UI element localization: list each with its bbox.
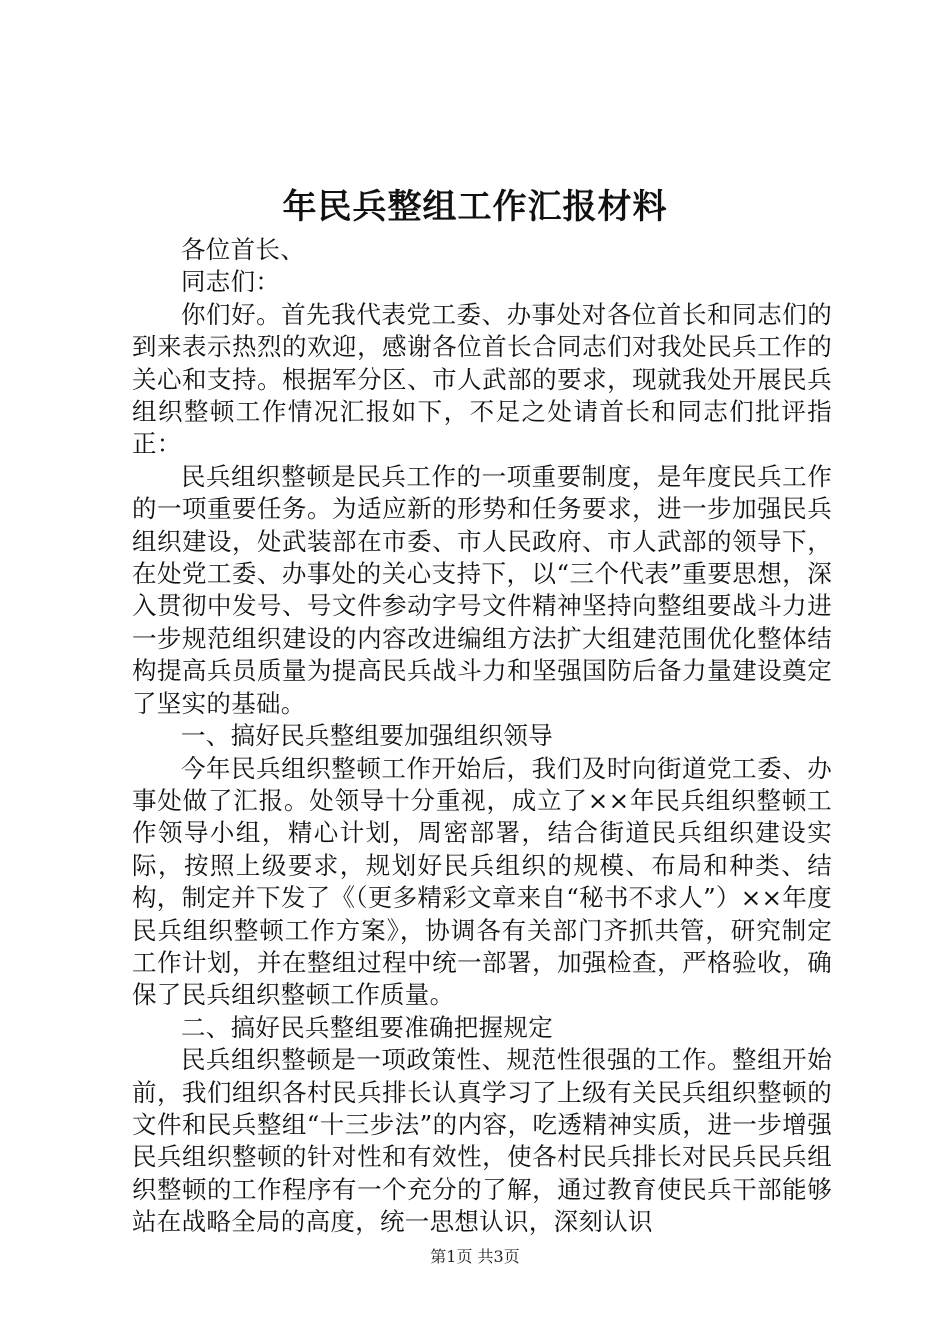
document-body bbox=[132, 234, 832, 1239]
salutation-line-1: 各位首长、 bbox=[181, 235, 305, 264]
paragraph-section-2: 民兵组织整顿是一项政策性、规范性很强的工作。整组开始前，我们组织各村民兵排长认真学习了上级有关民兵组织整顿的文件和民兵整组“十三步法”的内容，吃透精神实质，进一步增强民兵组织整顿的针对性和有效性，使各村民兵排长对民兵民兵组织整顿的工作程序有一个充分的了解，通过教育使民兵干部能够站在战略全局的高度，统一思想认识，深刻认识 bbox=[132, 1045, 832, 1237]
section-heading-1: 一、搞好民兵整组要加强组织领导 bbox=[181, 721, 553, 751]
paragraph-greeting: 你们好。首先我代表党工委、办事处对各位首长和同志们的到来表示热烈的欢迎，感谢各位首长合同志们对我处民兵工作的关心和支持。根据军分区、市人武部的要求，现就我处开展民兵组织整顿工作情况汇报如下，不足之处请首长和同志们批评指正： bbox=[132, 299, 832, 459]
page-footer: 第1页 共3页 bbox=[430, 1247, 520, 1266]
section-heading-2: 二、搞好民兵整组要准确把握规定 bbox=[181, 1012, 553, 1042]
paragraph-section-1: 今年民兵组织整顿工作开始后，我们及时向街道党工委、办事处做了汇报。处领导十分重视，成立了××年民兵组织整顿工作领导小组，精心计划，周密部署，结合街道民兵组织建设实际，按照上级要求，规划好民兵组织的规模、布局和种类、结构，制定并下发了《（更多精彩文章来自“秘书不求人”）××年度民兵组织整顿工作方案》，协调各有关部门齐抓共管，研究制定工作计划，并在整组过程中统一部署，加强检查，严格验收，确保了民兵组织整顿工作质量。 bbox=[132, 753, 832, 1010]
paragraph-overview: 民兵组织整顿是民兵工作的一项重要制度，是年度民兵工作的一项重要任务。为适应新的形势和任务要求，进一步加强民兵组织建设，处武装部在市委、市人民政府、市人武部的领导下，在处党工委、办事处的关心支持下，以“三个代表”重要思想，深入贯彻中发号、号文件参动字号文件精神坚持向整组要战斗力进一步规范组织建设的内容改进编组方法扩大组建范围优化整体结构提高兵员质量为提高民兵战斗力和坚强国防后备力量建设奠定了坚实的基础。 bbox=[132, 461, 832, 718]
salutation-line-2: 同志们： bbox=[181, 267, 281, 297]
document-title: 年民兵整组工作汇报材料 bbox=[282, 187, 668, 227]
